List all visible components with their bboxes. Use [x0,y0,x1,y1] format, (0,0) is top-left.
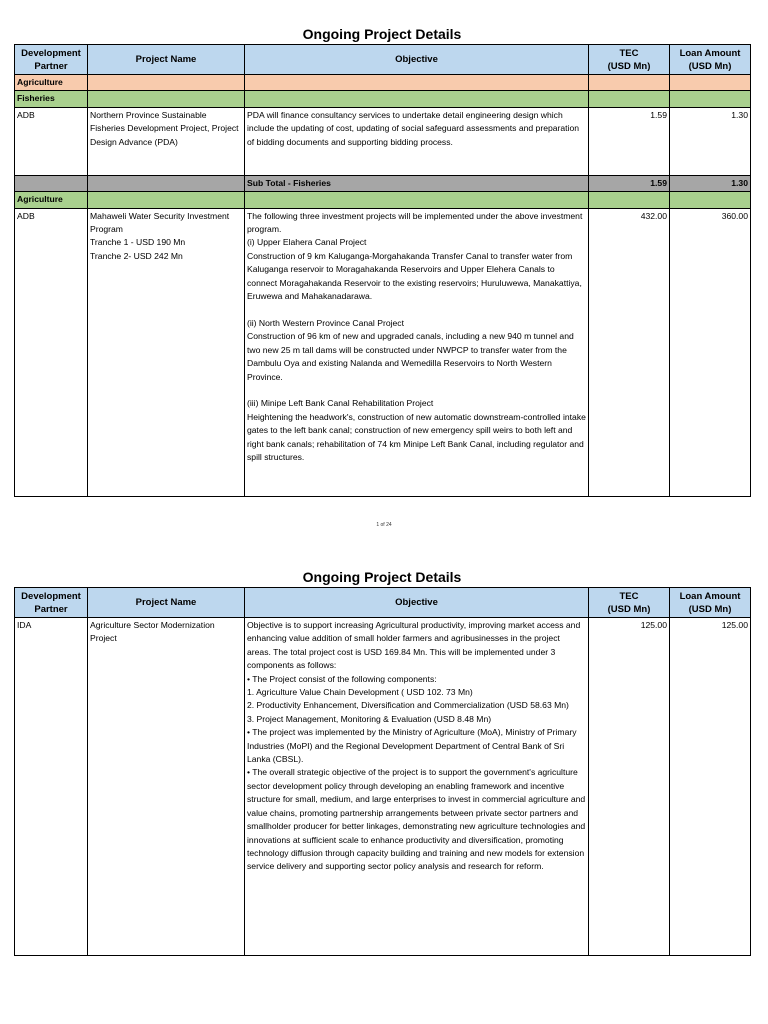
sector-label: Agriculture [15,75,88,91]
projects-table [14,587,751,956]
page-title: Ongoing Project Details [302,569,462,585]
table-row [15,208,751,496]
partner-cell: IDA [15,618,88,956]
subsector-label: Fisheries [15,91,88,107]
header-row [15,45,751,75]
table-row [15,107,751,175]
objective-cell: PDA will finance consultancy services to undertake detail engineering design which include the updating of cost, updating of social safeguard assessments and preparation of bidding documents and supporting bidding process. [245,107,589,175]
tec-cell: 125.00 [589,618,670,956]
loan-cell: 125.00 [670,618,751,956]
project-name-cell: Agriculture Sector Modernization Project [88,618,245,956]
subsector-label: Agriculture [15,192,88,208]
header-tec: TEC (USD Mn) [589,45,670,75]
header-row [15,588,751,618]
subtotal-row [15,175,751,191]
table-row [15,618,751,956]
subtotal-tec: 1.59 [589,175,670,191]
subtotal-loan: 1.30 [670,175,751,191]
header-loan: Loan Amount (USD Mn) [670,45,751,75]
tec-cell: 432.00 [589,208,670,496]
project-name-cell: Northern Province Sustainable Fisheries Development Project, Project Design Advance (PDA) [88,107,245,175]
header-project: Project Name [88,588,245,618]
project-name-cell: Mahaweli Water Security Investment Program Tranche 1 - USD 190 Mn Tranche 2- USD 242 Mn [88,208,245,496]
tec-cell: 1.59 [589,107,670,175]
header-partner: Development Partner [15,45,88,75]
subtotal-label: Sub Total - Fisheries [245,175,589,191]
partner-cell: ADB [15,107,88,175]
page-2 [14,567,750,956]
header-objective: Objective [245,588,589,618]
header-tec: TEC (USD Mn) [589,588,670,618]
header-project: Project Name [88,45,245,75]
page-title: Ongoing Project Details [302,26,462,42]
partner-cell: ADB [15,208,88,496]
loan-cell: 1.30 [670,107,751,175]
subsector-row [15,192,751,208]
header-objective: Objective [245,45,589,75]
sector-row [15,75,751,91]
header-loan: Loan Amount (USD Mn) [670,588,751,618]
page-1 [14,24,750,497]
subsector-row [15,91,751,107]
page-footer: 1 of 24 [376,522,392,528]
loan-cell: 360.00 [670,208,751,496]
header-partner: Development Partner [15,588,88,618]
objective-cell: The following three investment projects will be implemented under the above investment program. (i) Upper Elahera Canal Project Construction of 9 km Kaluganga-Morgahakanda Transfer Canal to transfer water from Kaluganga reservoir to Moragahakanda Reservoirs and Upper Elehera Canals to connect Moragahakanda Reservoir to the existing reservoirs; Huruluwewa, Manakattiya, Eruwewa and Mahakanadarawa. (ii) North Western Province Canal Project Construction of 96 km of new and upgraded canals, including a new 940 m tunnel and two new 25 m tall dams will be constructed under NWPCP to transfer water from the Dambulu Oya and existing Nalanda and Wemedilla Reservoirs to North Western Province. (iii) Minipe Left Bank Canal Rehabilitation Project Heightening the headwork's, construction of new automatic downstream-controlled intake gates to the left bank canal; construction of new emergency spill weirs to both left and right bank canals; rehabilitation of 74 km Minipe Left Bank Canal, including regulator and spill structures. [245,208,589,496]
projects-table [14,44,751,497]
objective-cell: Objective is to support increasing Agricultural productivity, improving market access and enhancing value addition of small holder farmers and agribusinesses in the project areas. The total project cost is USD 169.84 Mn. This will be implemented under 3 components as follows: • The Project consist of the following components: 1. Agriculture Value Chain Development ( USD 102. 73 Mn) 2. Productivity Enhancement, Diversification and Commercialization (USD 58.63 Mn) 3. Project Management, Monitoring & Evaluation (USD 8.48 Mn) • The project was implemented by the Ministry of Agriculture (MoA), Ministry of Primary Industries (MoPI) and the Regional Development Department of Central Bank of Sri Lanka (CBSL). • The overall strategic objective of the project is to support the government's agriculture sector development policy through developing an enabling framework and incentive structure for small, medium, and large enterprises to invest in commercial agriculture and value chains, promoting partnership arrangements between private sector partners and smallholder producer for better linkages, demonstrating new agriculture technologies and innovations at sufficient scale to enhance productivity and diversification, promoting technology diffusion through capacity building and training and new models for extension service delivery and supporting sector policy analysis and research for reform. [245,618,589,956]
